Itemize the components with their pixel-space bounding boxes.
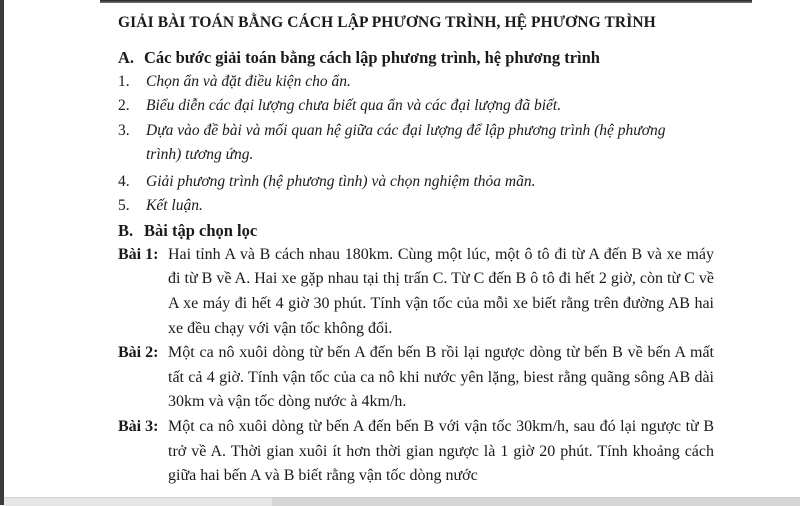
- window-edge: [0, 0, 4, 505]
- page-top-border: [100, 0, 752, 3]
- section-a-heading: A. Các bước giải toán bằng cách lập phương trình, hệ phương trình: [118, 48, 600, 67]
- exercise-3: Bài 3: Một ca nô xuôi dòng từ bến A đến bến B với vận tốc 30km/h, sau đó lại ngược từ B trở về A. Thời gian xuôi ít hơn thời gian ngược là 1 giờ 20 phút. Tính khoảng cách giữa hai bến A và B biết rằng vận tốc dòng nước: [118, 417, 714, 485]
- step-item: 5. Kết luận.: [118, 197, 203, 215]
- section-b-heading: B. Bài tập chọn lọc: [118, 220, 258, 240]
- step-item: 3. Dựa vào đề bài và mối quan hệ giữa các đại lượng để lập phương trình (hệ phương trình) tương ứng.: [118, 121, 666, 163]
- document-page: [118, 10, 714, 489]
- exercise-2: Bài 2: Một ca nô xuôi dòng từ bến A đến bến B rồi lại ngược dòng từ bến B về bến A mất tất cả 4 giờ. Tính vận tốc của ca nô khi nước yên lặng, biest rằng quãng sông AB dài 30km và vận tốc dòng nước à 4km/h.: [118, 344, 714, 411]
- step-item: 2. Biểu diễn các đại lượng chưa biết qua ẩn và các đại lượng đã biết.: [118, 97, 562, 115]
- exercise-1: Bài 1: Hai tỉnh A và B cách nhau 180km. Cùng một lúc, một ô tô đi từ A đến B và xe máy đi từ B về A. Hai xe gặp nhau tại thị trấn C. Từ C đến B ô tô đi hết 2 giờ, còn từ C về A xe máy đi hết 4 giờ 30 phút. Tính vận tốc của mỗi xe biết rằng trên đường AB hai xe đều chạy với vận tốc không đổi.: [118, 245, 714, 337]
- page-title: GIẢI BÀI TOÁN BẰNG CÁCH LẬP PHƯƠNG TRÌNH, HỆ PHƯƠNG TRÌNH: [118, 14, 656, 31]
- step-item: 1. Chọn ẩn và đặt điều kiện cho ẩn.: [118, 73, 351, 90]
- step-item: 4. Giải phương trình (hệ phương tình) và chọn nghiệm thỏa mãn.: [118, 173, 536, 191]
